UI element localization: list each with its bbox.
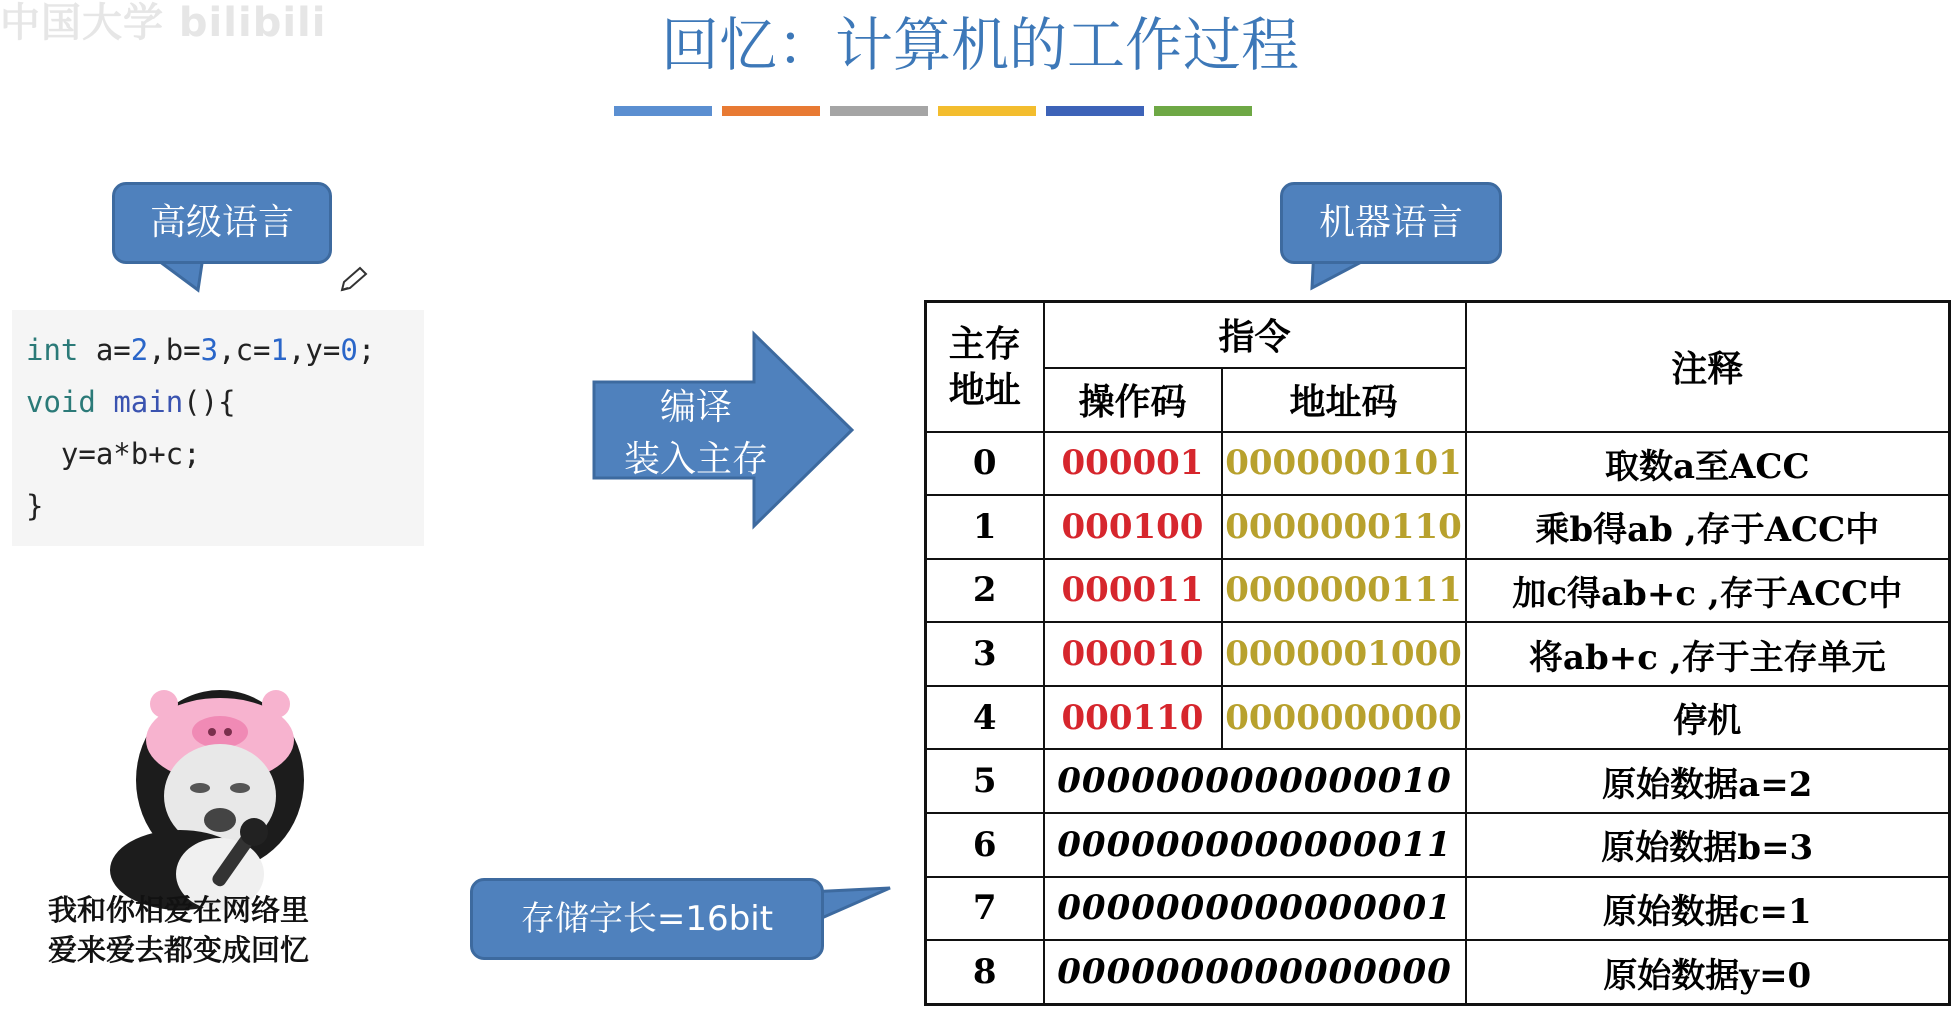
code-token: ; <box>357 333 376 367</box>
arrow-label-load: 装入主存 <box>623 439 768 480</box>
callout-high-label: 高级语言 <box>149 202 294 243</box>
code-line-2 <box>26 376 424 428</box>
meme-caption-line1: 我和你相爱在网络里 <box>48 893 310 927</box>
title-bar-navy <box>1046 106 1144 116</box>
table-row <box>926 559 1950 623</box>
row-address: 1 <box>926 495 1044 559</box>
code-token: 0 <box>340 333 358 367</box>
row-note: 原始数据y=0 <box>1466 940 1950 1004</box>
row-note: 乘b得ab ,存于ACC中 <box>1466 495 1950 559</box>
code-token: ,y= <box>287 333 341 367</box>
code-token: a= <box>78 333 131 367</box>
code-token: ,b= <box>148 333 201 367</box>
title-bar-gray <box>830 106 928 116</box>
callout-machine-language <box>1280 182 1502 264</box>
page-title: 回忆：计算机的工作过程 <box>660 11 1299 79</box>
code-line-4: } <box>26 489 44 523</box>
row-note: 停机 <box>1466 686 1950 750</box>
row-address-code: 0000000110 <box>1222 495 1466 559</box>
row-opcode: 000110 <box>1044 686 1222 750</box>
header-address-code: 地址码 <box>1222 368 1466 432</box>
row-data: 0000000000000000 <box>1044 940 1466 1004</box>
meme-caption <box>48 890 348 970</box>
title-bar-green <box>1154 106 1252 116</box>
title-bar-orange <box>722 106 820 116</box>
code-line-1 <box>26 324 424 376</box>
header-address-line1: 主存 <box>948 322 1021 365</box>
row-opcode: 000100 <box>1044 495 1222 559</box>
main-memory-table <box>924 300 1951 1006</box>
header-address <box>926 302 1044 432</box>
row-address: 6 <box>926 813 1044 877</box>
code-token <box>96 385 113 419</box>
table-row <box>926 686 1950 750</box>
row-note: 加c得ab+c ,存于ACC中 <box>1466 559 1950 623</box>
row-opcode: 000001 <box>1044 432 1222 496</box>
title-bar-yellow <box>938 106 1036 116</box>
arrow-label-compile: 编译 <box>659 387 732 428</box>
pencil-icon[interactable] <box>338 264 370 296</box>
row-opcode: 000010 <box>1044 622 1222 686</box>
row-note: 取数a至ACC <box>1466 432 1950 496</box>
table-row <box>926 622 1950 686</box>
meme-caption-line2: 爱来爱去都变成回忆 <box>48 933 310 967</box>
row-address: 2 <box>926 559 1044 623</box>
row-data: 0000000000000011 <box>1044 813 1466 877</box>
code-token: main <box>113 385 184 419</box>
row-address-code: 0000000000 <box>1222 686 1466 750</box>
callout-high-level-language <box>112 182 332 264</box>
title-bar-blue <box>614 106 712 116</box>
row-note: 原始数据a=2 <box>1466 749 1950 813</box>
header-note: 注释 <box>1466 302 1950 432</box>
row-note: 原始数据c=1 <box>1466 877 1950 941</box>
row-address: 8 <box>926 940 1044 1004</box>
table-row <box>926 495 1950 559</box>
row-address-code: 0000000101 <box>1222 432 1466 496</box>
row-note: 原始数据b=3 <box>1466 813 1950 877</box>
row-address-code: 0000001000 <box>1222 622 1466 686</box>
code-token: void <box>26 385 96 419</box>
code-line-3: y=a*b+c; <box>26 437 201 471</box>
code-token: 3 <box>200 333 219 367</box>
row-address: 3 <box>926 622 1044 686</box>
row-address: 7 <box>926 877 1044 941</box>
table-row <box>926 877 1950 941</box>
table-row <box>926 749 1950 813</box>
code-token: (){ <box>183 385 236 419</box>
header-address-line2: 地址 <box>948 368 1021 411</box>
watermark: 中国大学 bilibili <box>0 0 327 46</box>
code-token: int <box>26 333 79 367</box>
row-opcode: 000011 <box>1044 559 1222 623</box>
row-address: 0 <box>926 432 1044 496</box>
table-row <box>926 813 1950 877</box>
header-opcode: 操作码 <box>1044 368 1222 432</box>
code-token: 1 <box>270 333 288 367</box>
header-instruction: 指令 <box>1044 302 1466 368</box>
row-data: 0000000000000010 <box>1044 749 1466 813</box>
table-row <box>926 432 1950 496</box>
callout-word-label: 存储字长=16bit <box>520 899 774 939</box>
code-token: 2 <box>130 333 149 367</box>
callout-machine-label: 机器语言 <box>1318 202 1463 243</box>
table-row <box>926 940 1950 1004</box>
code-token: ,c= <box>218 333 271 367</box>
row-data: 0000000000000001 <box>1044 877 1466 941</box>
arrow-label <box>596 382 796 486</box>
callout-word-length <box>470 878 824 960</box>
row-address: 4 <box>926 686 1044 750</box>
row-address-code: 0000000111 <box>1222 559 1466 623</box>
code-snippet <box>12 310 424 546</box>
row-note: 将ab+c ,存于主存单元 <box>1466 622 1950 686</box>
row-address: 5 <box>926 749 1044 813</box>
